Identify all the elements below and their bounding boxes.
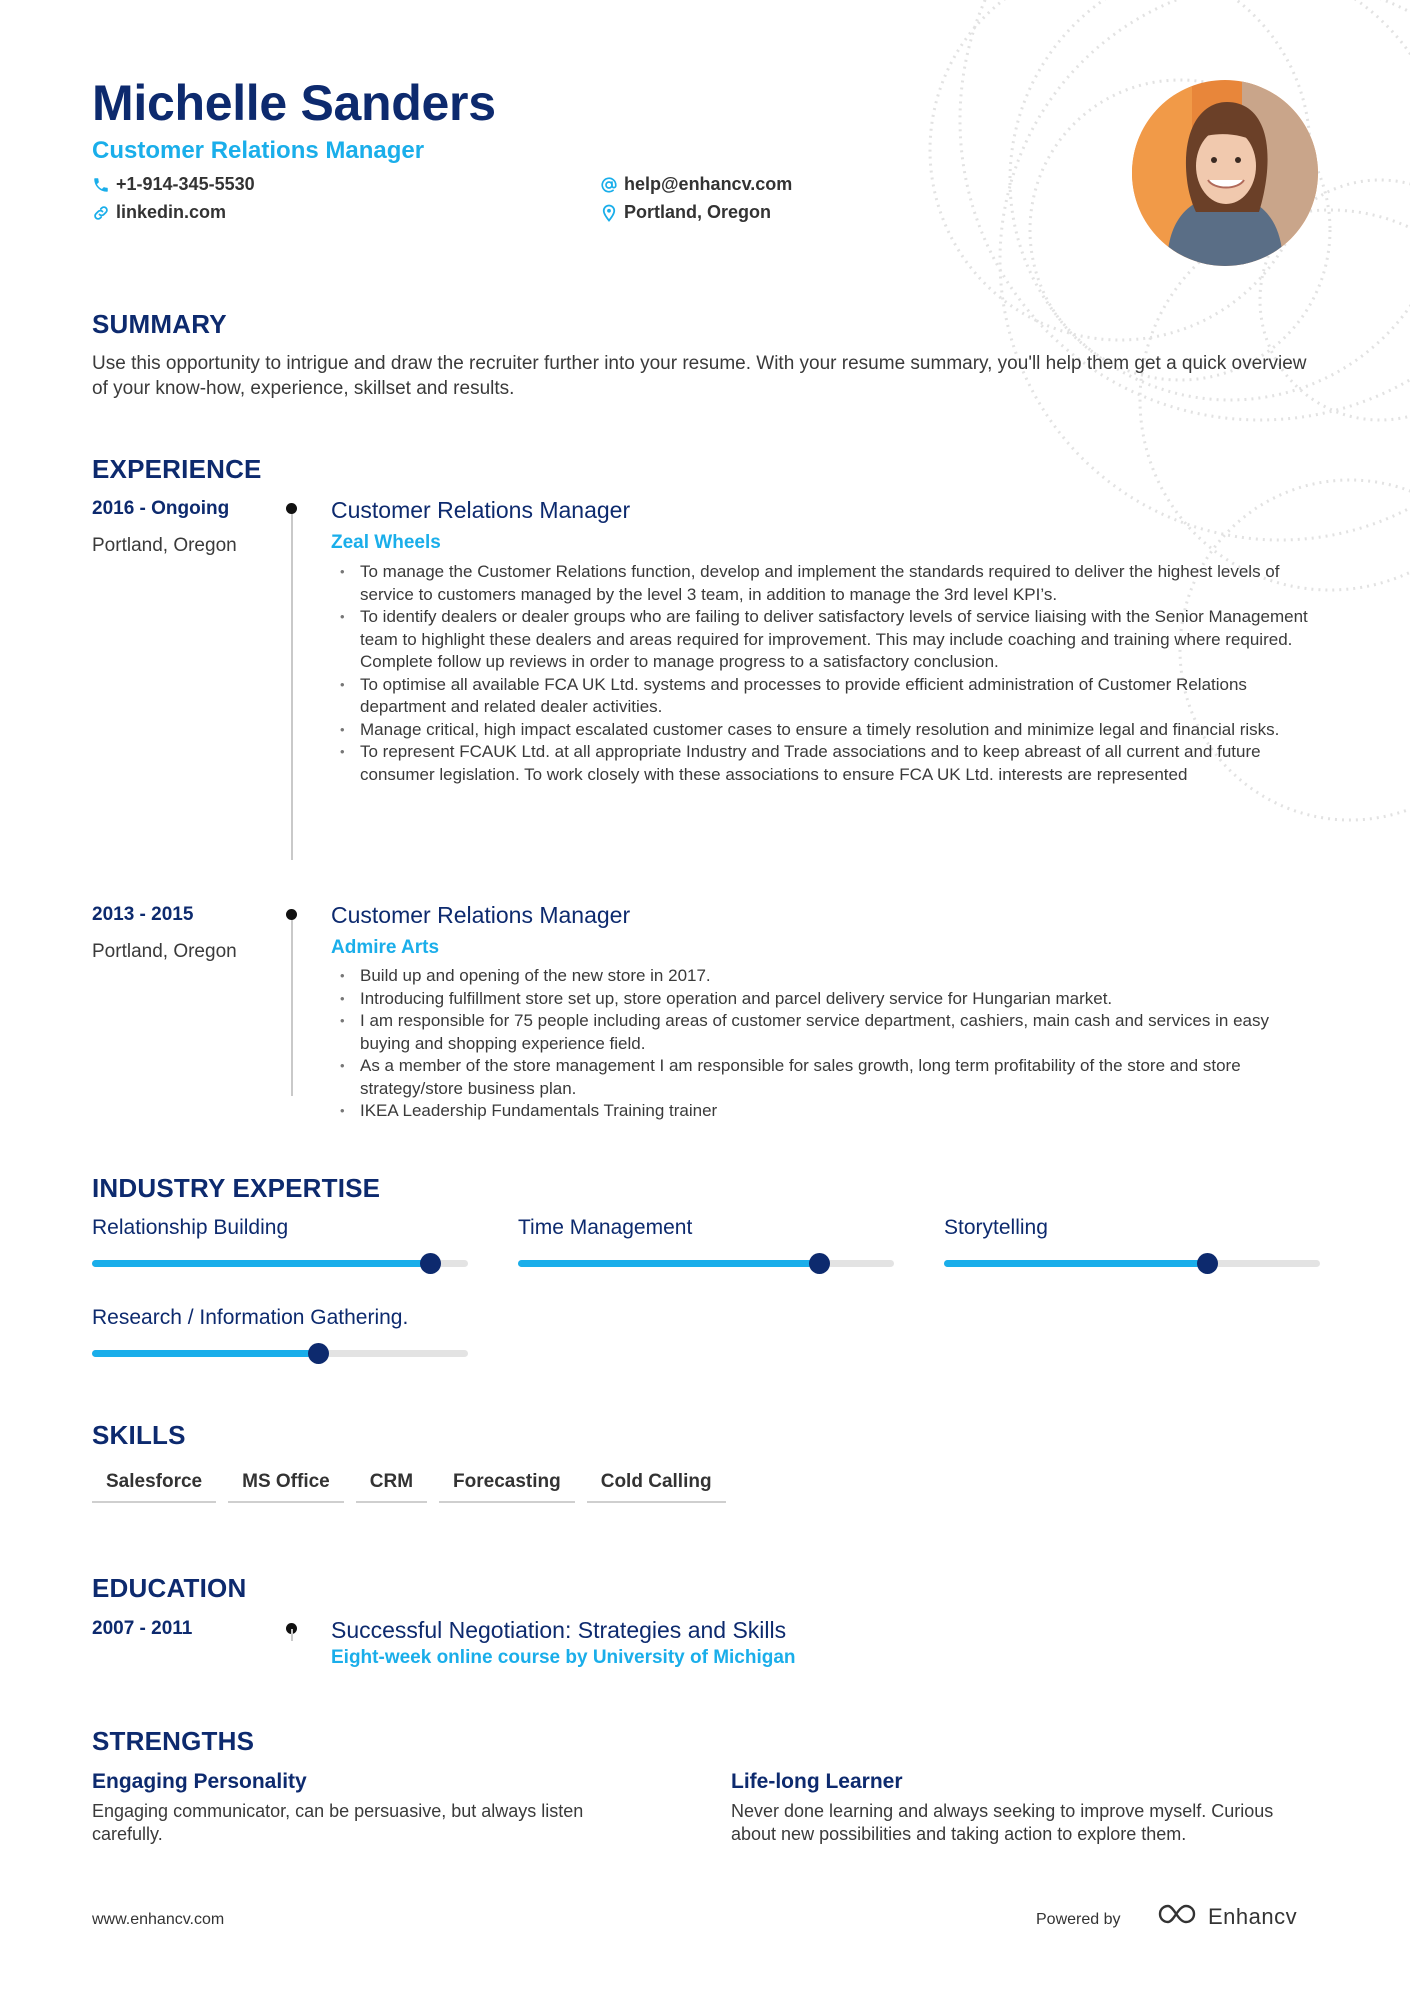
list-item: • To optimise all available FCA UK Ltd. systems and processes to provide efficient administration of Customer Relations department and related dealer activities.: [340, 674, 1320, 719]
job-title: Customer Relations Manager: [331, 902, 631, 928]
expertise-bar-knob: [420, 1253, 441, 1274]
education-provider[interactable]: Eight-week online course by University of Michigan: [331, 1647, 796, 1668]
expertise-bar-knob: [1197, 1253, 1218, 1274]
location-text: Portland, Oregon: [624, 202, 772, 222]
job-company[interactable]: Zeal Wheels: [331, 532, 441, 553]
at-icon: [600, 176, 618, 194]
expertise-bar-fill: [518, 1260, 819, 1267]
linkedin-contact: [92, 202, 226, 223]
footer-url[interactable]: www.enhancv.com: [92, 1911, 225, 1928]
expertise-bar: [944, 1260, 1320, 1267]
linkedin-text[interactable]: linkedin.com: [116, 202, 227, 222]
email-text[interactable]: help@enhancv.com: [624, 174, 793, 194]
timeline-line: [291, 508, 293, 860]
list-item: • Manage critical, high impact escalated customer cases to ensure a timely resolution and minimize legal and financial risks.: [340, 719, 1320, 742]
education-heading: EDUCATION: [92, 1573, 247, 1603]
phone-contact: [92, 174, 255, 195]
expertise-bar: [92, 1350, 468, 1357]
expertise-bar-knob: [809, 1253, 830, 1274]
infinity-logo-icon: [1156, 1902, 1202, 1932]
job-dates: 2013 - 2015: [92, 904, 194, 925]
strength-title: Life-long Learner: [731, 1770, 903, 1793]
timeline-dot: [286, 503, 297, 514]
expertise-bar-fill: [92, 1350, 318, 1357]
candidate-role: Customer Relations Manager: [92, 137, 425, 164]
expertise-label: Relationship Building: [92, 1216, 289, 1239]
summary-heading: SUMMARY: [92, 309, 227, 339]
job-bullets: [340, 965, 1320, 1123]
skill-tag: MS Office: [228, 1471, 344, 1503]
brand-logo[interactable]: [1156, 1902, 1297, 1932]
link-icon: [92, 204, 110, 222]
list-item: • Build up and opening of the new store in 2017.: [340, 965, 1320, 988]
education-dates: 2007 - 2011: [92, 1618, 193, 1639]
skill-tag: Cold Calling: [587, 1471, 726, 1503]
timeline-line: [291, 1629, 293, 1641]
strengths-heading: STRENGTHS: [92, 1726, 255, 1756]
profile-photo: [1132, 80, 1318, 266]
phone-text[interactable]: +1-914-345-5530: [116, 174, 255, 194]
list-item: • To manage the Customer Relations function, develop and implement the standards required to deliver the highest levels of service to customers managed by the level 3 team, in addition to manage the 3rd level KPI’s.: [340, 561, 1320, 606]
list-item: • To identify dealers or dealer groups who are failing to deliver satisfactory levels of service liaising with the Senior Management team to highlight these dealers and areas required for improvement. This may include coaching and training where required. Complete follow up reviews in order to manage progress to a satisfactory conclusion.: [340, 606, 1320, 674]
expertise-bar-fill: [92, 1260, 430, 1267]
list-item: • As a member of the store management I am responsible for sales growth, long term profitability of the store and store strategy/store business plan.: [340, 1055, 1320, 1100]
expertise-bar-knob: [308, 1343, 329, 1364]
expertise-item: [92, 1216, 468, 1267]
skills-heading: SKILLS: [92, 1420, 186, 1450]
job-company[interactable]: Admire Arts: [331, 937, 440, 958]
skill-tag: Forecasting: [439, 1471, 575, 1503]
expertise-bar-fill: [944, 1260, 1207, 1267]
expertise-item: [944, 1216, 1320, 1267]
job-location: Portland, Oregon: [92, 535, 237, 556]
expertise-item: [518, 1216, 894, 1267]
skill-tag: CRM: [356, 1471, 427, 1503]
job-dates: 2016 - Ongoing: [92, 498, 230, 519]
timeline-dot: [286, 909, 297, 920]
expertise-label: Storytelling: [944, 1216, 1048, 1239]
timeline-line: [291, 916, 293, 1096]
summary-text: Use this opportunity to intrigue and draw the recruiter further into your resume. With your resume summary, you'll help them get a quick overview of your know-how, experience, skillset and results.: [92, 353, 1307, 399]
strength-title: Engaging Personality: [92, 1770, 307, 1793]
expertise-heading: INDUSTRY EXPERTISE: [92, 1173, 381, 1203]
expertise-item: [92, 1306, 468, 1357]
brand-name: Enhancv: [1208, 1904, 1298, 1929]
location-pin-icon: [600, 204, 618, 222]
list-item: • I am responsible for 75 people including areas of customer service department, cashiers, main cash and services in easy buying and shopping experience field.: [340, 1010, 1320, 1055]
strength-description: Engaging communicator, can be persuasive, but always listen carefully.: [92, 1801, 584, 1844]
list-item: • IKEA Leadership Fundamentals Training trainer: [340, 1100, 1320, 1123]
expertise-label: Research / Information Gathering.: [92, 1306, 409, 1329]
job-bullets: [340, 561, 1320, 786]
candidate-name: Michelle Sanders: [92, 75, 496, 131]
experience-heading: EXPERIENCE: [92, 454, 262, 484]
job-location: Portland, Oregon: [92, 941, 237, 962]
list-item: • To represent FCAUK Ltd. at all appropriate Industry and Trade associations and to keep abreast of all current and future consumer legislation. To work closely with these associations to ensure FCA UK Ltd. interests are represented: [340, 741, 1320, 786]
phone-icon: [92, 176, 110, 194]
powered-by-label: Powered by: [1036, 1911, 1121, 1928]
strength-description: Never done learning and always seeking to improve myself. Curious about new possibilities and taking action to explore them.: [731, 1801, 1274, 1844]
expertise-bar: [518, 1260, 894, 1267]
education-course: Successful Negotiation: Strategies and Skills: [331, 1617, 787, 1643]
list-item: • Introducing fulfillment store set up, store operation and parcel delivery service for Hungarian market.: [340, 988, 1320, 1011]
email-contact: [600, 174, 792, 195]
expertise-label: Time Management: [518, 1216, 693, 1239]
location-contact: [600, 202, 771, 223]
expertise-bar: [92, 1260, 468, 1267]
job-title: Customer Relations Manager: [331, 497, 631, 523]
skills-list: [92, 1471, 726, 1503]
skill-tag: Salesforce: [92, 1471, 216, 1503]
